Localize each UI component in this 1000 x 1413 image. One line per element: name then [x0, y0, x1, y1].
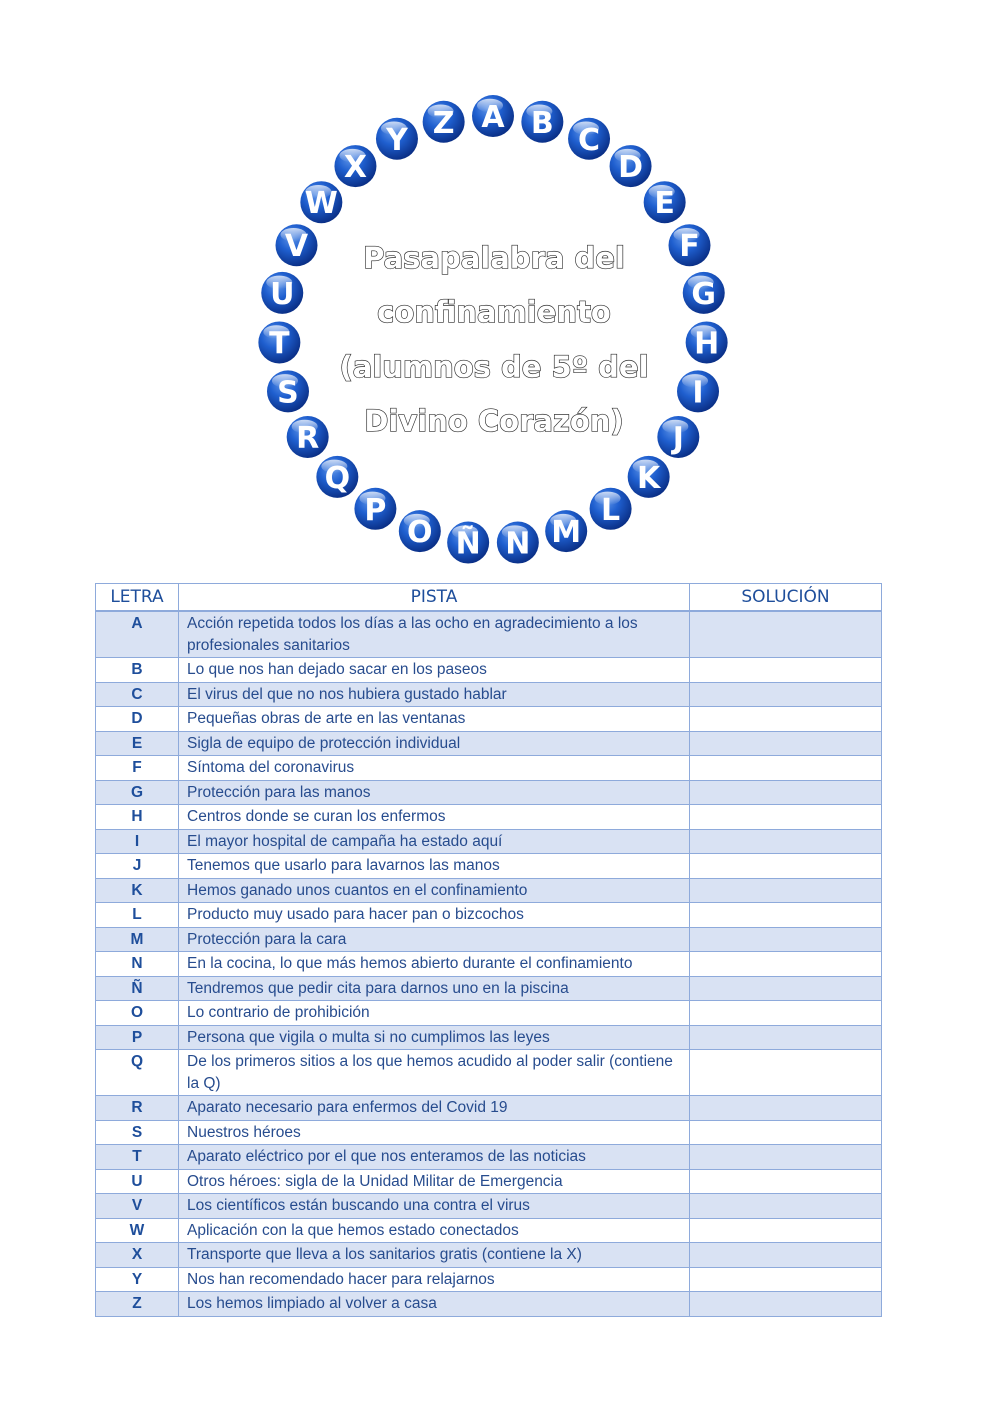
table-row	[96, 1096, 882, 1121]
row-clue: De los primeros sitios a los que hemos acudido al poder salir (contiene la Q)	[179, 1050, 690, 1096]
table-row	[96, 682, 882, 707]
row-solution-cell[interactable]	[690, 611, 882, 658]
row-clue: Aparato necesario para enfermos del Covid 19	[179, 1096, 690, 1121]
letter-ball	[334, 145, 376, 187]
row-solution-cell[interactable]	[690, 756, 882, 781]
table-row	[96, 976, 882, 1001]
row-clue: Producto muy usado para hacer pan o bizcochos	[179, 903, 690, 928]
row-solution-cell[interactable]	[690, 731, 882, 756]
row-solution-cell[interactable]	[690, 1050, 882, 1096]
letter-ball	[472, 95, 514, 137]
row-solution-cell[interactable]	[690, 1292, 882, 1317]
table-row	[96, 1001, 882, 1026]
row-clue: Nuestros héroes	[179, 1120, 690, 1145]
header-clue: PISTA	[179, 584, 690, 612]
letter-ball	[668, 224, 710, 266]
table-row	[96, 1050, 882, 1096]
row-clue: Hemos ganado unos cuantos en el confinamiento	[179, 878, 690, 903]
table-row	[96, 1243, 882, 1268]
row-letter: W	[96, 1218, 179, 1243]
letter-ball	[376, 118, 418, 160]
letter-ball	[683, 272, 725, 314]
row-solution-cell[interactable]	[690, 1025, 882, 1050]
row-letter: Z	[96, 1292, 179, 1317]
row-solution-cell[interactable]	[690, 1120, 882, 1145]
row-letter: Q	[96, 1050, 179, 1096]
letter-ball	[521, 101, 563, 143]
row-clue: Aplicación con la que hemos estado conectados	[179, 1218, 690, 1243]
row-letter: G	[96, 780, 179, 805]
table-row	[96, 707, 882, 732]
row-letter: S	[96, 1120, 179, 1145]
letter-ball-label: K	[637, 460, 661, 496]
table-row	[96, 1218, 882, 1243]
table-row	[96, 952, 882, 977]
letter-ball	[644, 181, 686, 223]
row-solution-cell[interactable]	[690, 805, 882, 830]
table-row	[96, 780, 882, 805]
row-clue: Otros héroes: sigla de la Unidad Militar de Emergencia	[179, 1169, 690, 1194]
row-letter: Ñ	[96, 976, 179, 1001]
letter-ball	[590, 488, 632, 530]
row-clue: Sigla de equipo de protección individual	[179, 731, 690, 756]
table-row	[96, 1145, 882, 1170]
letter-ball-label: N	[505, 526, 531, 562]
row-clue: El virus del que no nos hubiera gustado hablar	[179, 682, 690, 707]
row-solution-cell[interactable]	[690, 903, 882, 928]
row-clue: Los hemos limpiado al volver a casa	[179, 1292, 690, 1317]
letter-ball	[287, 416, 329, 458]
row-letter: C	[96, 682, 179, 707]
row-clue: Lo contrario de prohibición	[179, 1001, 690, 1026]
row-solution-cell[interactable]	[690, 1145, 882, 1170]
row-solution-cell[interactable]	[690, 1096, 882, 1121]
table-row	[96, 658, 882, 683]
row-solution-cell[interactable]	[690, 1218, 882, 1243]
letter-ball	[447, 522, 489, 564]
wheel-title	[339, 241, 648, 438]
row-solution-cell[interactable]	[690, 1243, 882, 1268]
letter-ball-label: J	[672, 421, 684, 456]
letter-ball-label: V	[284, 229, 309, 265]
table-row	[96, 805, 882, 830]
table-header-row	[96, 584, 882, 612]
letter-ball	[545, 510, 587, 552]
row-solution-cell[interactable]	[690, 952, 882, 977]
row-letter: K	[96, 878, 179, 903]
row-solution-cell[interactable]	[690, 854, 882, 879]
letter-ball-label: T	[269, 326, 290, 362]
row-solution-cell[interactable]	[690, 658, 882, 683]
letter-ball	[568, 118, 610, 160]
alphabet-wheel	[0, 0, 1000, 580]
table-row	[96, 829, 882, 854]
row-letter: I	[96, 829, 179, 854]
row-solution-cell[interactable]	[690, 1194, 882, 1219]
row-clue: Pequeñas obras de arte en las ventanas	[179, 707, 690, 732]
table-row	[96, 1169, 882, 1194]
row-solution-cell[interactable]	[690, 878, 882, 903]
table-row	[96, 756, 882, 781]
letter-ball-label: H	[694, 326, 720, 362]
row-letter: V	[96, 1194, 179, 1219]
table-row	[96, 1120, 882, 1145]
row-solution-cell[interactable]	[690, 1267, 882, 1292]
row-letter: R	[96, 1096, 179, 1121]
header-solution: SOLUCIÓN	[690, 584, 882, 612]
letter-ball	[686, 321, 728, 363]
row-letter: P	[96, 1025, 179, 1050]
row-clue: Transporte que lleva a los sanitarios gratis (contiene la X)	[179, 1243, 690, 1268]
letter-ball	[628, 456, 670, 498]
row-clue: Centros donde se curan los enfermos	[179, 805, 690, 830]
row-clue: Síntoma del coronavirus	[179, 756, 690, 781]
letter-ball-label: C	[578, 122, 601, 158]
table-row	[96, 611, 882, 658]
table-row	[96, 1292, 882, 1317]
letter-ball	[677, 370, 719, 412]
letter-ball-label: X	[343, 150, 368, 186]
letter-ball	[300, 181, 342, 223]
row-letter: O	[96, 1001, 179, 1026]
table-row	[96, 1267, 882, 1292]
row-letter: A	[96, 611, 179, 658]
row-letter: E	[96, 731, 179, 756]
letter-ball	[399, 510, 441, 552]
row-letter: X	[96, 1243, 179, 1268]
letter-ball-label: F	[679, 229, 700, 265]
row-clue: Persona que vigila o multa si no cumplimos las leyes	[179, 1025, 690, 1050]
row-clue: Protección para la cara	[179, 927, 690, 952]
table-row	[96, 854, 882, 879]
letter-ball	[497, 522, 539, 564]
title-line-1: Pasapalabra del	[363, 241, 625, 275]
row-solution-cell[interactable]	[690, 829, 882, 854]
letter-ball	[261, 272, 303, 314]
row-clue: Nos han recomendado hacer para relajarnos	[179, 1267, 690, 1292]
row-clue: Protección para las manos	[179, 780, 690, 805]
letter-ball	[276, 224, 318, 266]
row-clue: En la cocina, lo que más hemos abierto durante el confinamiento	[179, 952, 690, 977]
row-letter: T	[96, 1145, 179, 1170]
title-line-2: confinamiento	[377, 295, 611, 329]
row-letter: U	[96, 1169, 179, 1194]
letter-ball	[267, 370, 309, 412]
letter-ball	[316, 456, 358, 498]
letter-ball	[657, 416, 699, 458]
row-clue: Los científicos están buscando una contra el virus	[179, 1194, 690, 1219]
letter-ball-label: U	[270, 276, 295, 312]
row-solution-cell[interactable]	[690, 682, 882, 707]
row-clue: Tendremos que pedir cita para darnos uno en la piscina	[179, 976, 690, 1001]
row-letter: F	[96, 756, 179, 781]
table-row	[96, 903, 882, 928]
letter-ball-label: M	[551, 515, 582, 551]
letter-ball-label: Q	[324, 460, 351, 496]
letter-ball-label: S	[277, 375, 299, 411]
table-row	[96, 878, 882, 903]
row-letter: B	[96, 658, 179, 683]
table-row	[96, 1025, 882, 1050]
letter-ball	[423, 101, 465, 143]
row-letter: Y	[96, 1267, 179, 1292]
letter-balls	[258, 95, 727, 564]
row-solution-cell[interactable]	[690, 1001, 882, 1026]
letter-ball-label: W	[304, 186, 338, 222]
letter-ball	[258, 321, 300, 363]
row-solution-cell[interactable]	[690, 1169, 882, 1194]
header-letter: LETRA	[96, 584, 179, 612]
row-clue: El mayor hospital de campaña ha estado aquí	[179, 829, 690, 854]
letter-ball-label: B	[530, 105, 554, 141]
table-row	[96, 731, 882, 756]
row-clue: Acción repetida todos los días a las ocho en agradecimiento a los profesionales sanitarios	[179, 611, 690, 658]
row-letter: M	[96, 927, 179, 952]
row-solution-cell[interactable]	[690, 707, 882, 732]
title-line-4: Divino Corazón)	[364, 404, 624, 438]
row-letter: H	[96, 805, 179, 830]
letter-ball-label: O	[407, 515, 433, 551]
letter-ball-label: Z	[432, 105, 455, 141]
row-letter: L	[96, 903, 179, 928]
letter-ball-label: D	[618, 150, 644, 186]
letter-ball-label: I	[692, 375, 704, 411]
row-clue: Lo que nos han dejado sacar en los paseos	[179, 658, 690, 683]
letter-ball-label: L	[601, 492, 621, 528]
row-letter: J	[96, 854, 179, 879]
letter-ball-label: Ñ	[455, 526, 481, 562]
letter-ball-label: P	[364, 492, 387, 528]
row-clue: Aparato eléctrico por el que nos enteramos de las noticias	[179, 1145, 690, 1170]
row-solution-cell[interactable]	[690, 927, 882, 952]
row-clue: Tenemos que usarlo para lavarnos las manos	[179, 854, 690, 879]
row-letter: N	[96, 952, 179, 977]
letter-ball-label: Y	[386, 122, 408, 158]
row-solution-cell[interactable]	[690, 976, 882, 1001]
letter-ball-label: R	[296, 421, 320, 456]
row-letter: D	[96, 707, 179, 732]
clues-table	[95, 583, 882, 1317]
letter-ball-label: G	[691, 276, 717, 312]
row-solution-cell[interactable]	[690, 780, 882, 805]
letter-ball	[610, 145, 652, 187]
letter-ball	[354, 488, 396, 530]
title-line-3: (alumnos de 5º del	[339, 350, 649, 384]
letter-ball-label: E	[654, 186, 675, 222]
table-row	[96, 1194, 882, 1219]
letter-ball-label: A	[481, 100, 505, 135]
table-row	[96, 927, 882, 952]
